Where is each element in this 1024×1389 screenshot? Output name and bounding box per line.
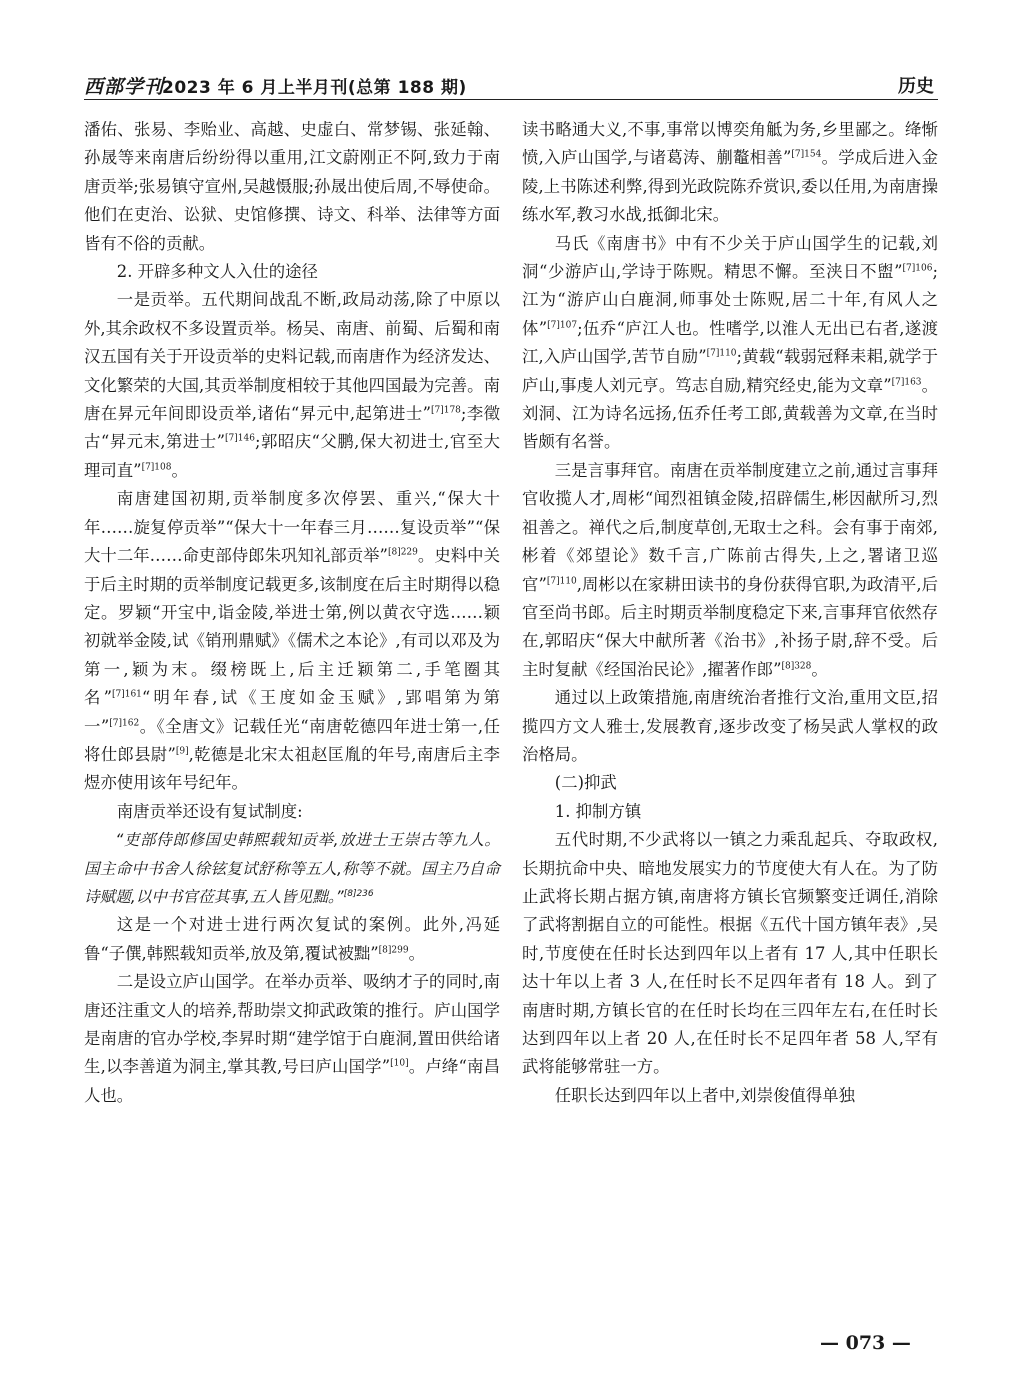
- header-rule: [84, 99, 938, 100]
- paragraph: 马氏《南唐书》中有不少关于庐山国学生的记载,刘洞“少游庐山,学诗于陈贶。精思不懈。至浃日不盥”$^{[7]106}$;江为“游庐山白鹿洞,师事处士陈贶,居二十年,有风人之体”$^{[7]107}$;伍乔“庐江人也。性嗜学,以淮人无出已右者,遂渡江,入庐山国学,苦节自励”$^{[7]110}$;黄载“载弱冠释耒耜,就学于庐山,事虔人刘元亨。笃志自励,精究经史,能为文章”$^{[7]163}$。刘洞、江为诗名远扬,伍乔任考工郎,黄载善为文章,在当时皆颇有名誉。: [522, 233, 938, 452]
- paragraph: 这是一个对进士进行两次复试的案例。此外,冯延鲁“子僎,韩熙载知贡举,放及第,覆试被黜”$^{[8]299}$。: [84, 915, 500, 963]
- paragraph: 南唐贡举还设有复试制度:: [116, 801, 303, 821]
- left-column: [84, 116, 500, 1110]
- journal-logo: 西部学刊: [84, 76, 165, 98]
- paragraph: 二是设立庐山国学。在举办贡举、吸纳才子的同时,南唐还注重文人的培养,帮助崇文抑武政策的推行。庐山国学是南唐的官办学校,李昇时期“建学馆于白鹿洞,置田供给诸生,以李善道为洞主,掌其教,号曰庐山国学”[10]。卢绛“南昌人也。: [84, 972, 500, 1105]
- paragraph: 五代时期,不少武将以一镇之力乘乱起兵、夺取政权,长期抗命中央、暗地发展实力的节度使大有人在。为了防止武将长期占据方镇,南唐将方镇长官频繁变迁调任,消除了武将割据自立的可能性。根据《五代十国方镇年表》,吴时,节度使在任时长达到四年以上者有 17 人,其中任职长达十年以上者 3 人,在任时长不足四年者有 18 人。到了南唐时期,方镇长官的在任时长均在三四年左右,在任时长达到四年以上者 20 人,在任时长不足四年者 58 人,罕有武将能够常驻一方。: [522, 830, 938, 1077]
- citation: [7]110: [706, 348, 737, 359]
- page-number: — 073 —: [820, 1332, 911, 1354]
- paragraph: 潘佑、张易、李贻业、高越、史虚白、常梦锡、张延翰、孙晟等来南唐后纷纷得以重用,江文蔚刚正不阿,致力于南唐贡举;张易镇守宣州,吴越慑服;孙晟出使后周,不辱使命。他们在吏治、讼狱、史馆修撰、诗文、科举、法律等方面皆有不俗的贡献。: [84, 120, 500, 253]
- paragraph: 读书略通大义,不事,事常以博奕角觝为务,乡里鄙之。绛惭愤,入庐山国学,与诸葛涛、蒯鼇相善”$^{[7]154}$。学成后进入金陵,上书陈述利弊,得到光政院陈乔赏识,委以任用,为南唐操练水军,教习水战,抵御北宋。: [522, 120, 938, 225]
- citation: [7]146: [225, 434, 255, 444]
- citation: [7]107: [547, 320, 578, 331]
- citation: [7]154: [791, 149, 822, 160]
- citation: [7]162: [109, 718, 140, 729]
- paragraph: (二)抑武: [554, 773, 617, 793]
- page-header: [84, 70, 938, 98]
- citation: [7]106: [902, 263, 933, 274]
- citation: [10]: [390, 1058, 409, 1069]
- citation: [7]178: [430, 405, 461, 416]
- citation: [7]161: [111, 689, 142, 700]
- paragraph: 通过以上政策措施,南唐统治者推行文治,重用文臣,招揽四方文人雅士,发展教育,逐步改变了杨吴武人掌权的政治格局。: [522, 688, 938, 764]
- citation: [7]163: [891, 377, 922, 388]
- citation: [8]229: [387, 547, 418, 558]
- paragraph: 三是言事拜官。南唐在贡举制度建立之前,通过言事拜官收揽人才,周彬“闻烈祖镇金陵,招辟儒生,彬因献所习,烈祖善之。禅代之后,制度草创,无取士之科。会有事于南郊,彬着《郊望论》数千言,广陈前古得失,上之,署诸卫巡官”$^{[7]110}$,周彬以在家耕田读书的身份获得官职,为政清平,后官至尚书郎。后主时期贡举制度稳定下来,言事拜官依然存在,郭昭庆“保大中献所著《治书》,补扬子尉,辞不受。后主时复献《经国治民论》,擢著作郎”$^{[8]328}$。: [522, 460, 938, 679]
- citation: [9]: [175, 746, 189, 757]
- paragraph: 2. 开辟多种文人入仕的途径: [116, 262, 318, 282]
- paragraph: 南唐建国初期,贡举制度多次停罢、重兴,“保大十年……旋复停贡举”“保大十一年春三月……复设贡举”“保大十二年……命吏部侍郎朱巩知礼部贡举”$^{[8]229}$。史料中关于后主时期的贡举制度记载更多,该制度在后主时期得以稳定。罗颖“开宝中,诣金陵,举进士第,例以黄衣守选……颖初就举金陵,试《销刑鼎赋》《儒术之本论》,有司以邓及为第一,颖为末。缀榜既上,后主迁颖第二,手笔圈其名”$^{[7]161}$“明年春,试《王度如金玉赋》,郢唱第为第一”$^{[7]162}$。《全唐文》记载任光“南唐乾德四年进士第一,任将仕郎县尉”[9],乾德是北宋太祖赵匡胤的年号,南唐后主李煜亦使用该年号纪年。: [84, 489, 500, 793]
- section-title: 历史: [898, 76, 934, 97]
- citation: [7]110: [546, 576, 577, 587]
- citation: [8]236: [343, 888, 374, 899]
- citation: [8]299: [378, 945, 409, 956]
- paragraph: 1. 抑制方镇: [554, 801, 642, 821]
- paragraph: 一是贡举。五代期间战乱不断,政局动荡,除了中原以外,其余政权不多设置贡举。杨吴、南唐、前蜀、后蜀和南汉五国有关于开设贡举的史料记载,而南唐作为经济发达、文化繁荣的大国,其贡举制度相较于其他四国最为完善。南唐在昇元年间即设贡举,诸佑“昇元中,起第进士”$^{[7]178}$;李徵古“昇元末,第进士”$^{[7]146}$;郭昭庆“父鹏,保大初进士,官至大理司直”$^{[7]108}$。: [84, 290, 501, 480]
- paragraph: “吏部侍郎修国史韩熙载知贡举,放进士王崇古等九人。国主命中书舍人徐铉复试舒称等五人,称等不就。国主乃自命诗赋题,以中书官莅其事,五人皆见黜。”$^{[8]236}$: [84, 831, 500, 906]
- citation: [8]328: [781, 661, 812, 672]
- paragraph: 任职长达到四年以上者中,刘崇俊值得单独: [554, 1085, 856, 1105]
- issue-info: 2023 年 6 月上半月刊(总第 188 期): [162, 78, 467, 98]
- right-column: [522, 116, 938, 1110]
- citation: [7]108: [141, 462, 172, 473]
